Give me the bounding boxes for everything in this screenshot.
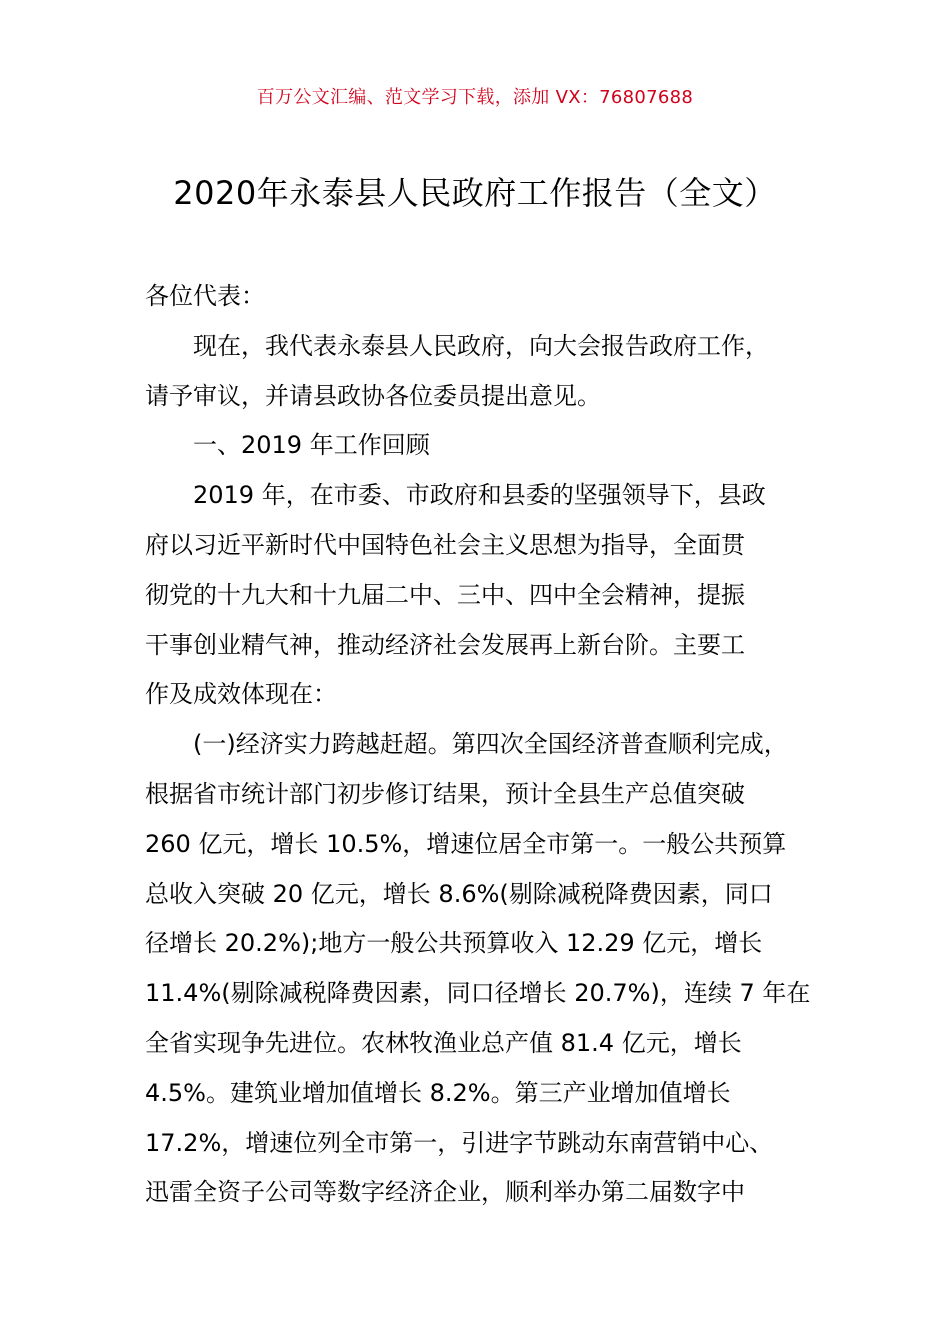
paragraph-line: 请予审议，并请县政协各位委员提出意见。 xyxy=(145,381,601,410)
paragraph-line: 260 亿元，增长 10.5%，增速位居全市第一。一般公共预算 xyxy=(145,829,787,858)
paragraph-line: 2019 年，在市委、市政府和县委的坚强领导下，县政 xyxy=(193,481,766,510)
paragraph-line: 根据省市统计部门初步修订结果，预计全县生产总值突破 xyxy=(145,779,745,808)
page-title: 2020年永泰县人民政府工作报告（全文） xyxy=(173,174,777,212)
header-note: 百万公文汇编、范文学习下载，添加 VX：76807688 xyxy=(256,87,694,108)
paragraph-line: 4.5%。建筑业增加值增长 8.2%。第三产业增加值增长 xyxy=(145,1078,731,1107)
paragraph-line: 作及成效体现在： xyxy=(145,680,337,709)
paragraph-line: 府以习近平新时代中国特色社会主义思想为指导，全面贯 xyxy=(145,530,745,559)
paragraph-line: 总收入突破 20 亿元，增长 8.6%(剔除减税降费因素，同口 xyxy=(145,879,773,908)
paragraph-line: 迅雷全资子公司等数字经济企业，顺利举办第二届数字中 xyxy=(145,1178,745,1207)
paragraph-line: 彻党的十九大和十九届二中、三中、四中全会精神，提振 xyxy=(145,580,745,609)
paragraph-line: 干事创业精气神，推动经济社会发展再上新台阶。主要工 xyxy=(145,630,745,659)
paragraph-line: 全省实现争先进位。农林牧渔业总产值 81.4 亿元，增长 xyxy=(145,1028,742,1057)
body-text xyxy=(145,272,835,1218)
paragraph-line: (一)经济实力跨越赶超。第四次全国经济普查顺利完成， xyxy=(193,730,788,759)
paragraph-line: 径增长 20.2%);地方一般公共预算收入 12.29 亿元，增长 xyxy=(145,929,763,958)
paragraph-line: 11.4%(剔除减税降费因素，同口径增长 20.7%)，连续 7 年在 xyxy=(145,979,811,1008)
paragraph-line: 现在，我代表永泰县人民政府，向大会报告政府工作， xyxy=(193,331,769,360)
salutation-line: 各位代表： xyxy=(145,282,265,310)
paragraph-line: 17.2%，增速位列全市第一，引进字节跳动东南营销中心、 xyxy=(145,1128,774,1157)
section-heading: 一、2019 年工作回顾 xyxy=(193,431,430,460)
